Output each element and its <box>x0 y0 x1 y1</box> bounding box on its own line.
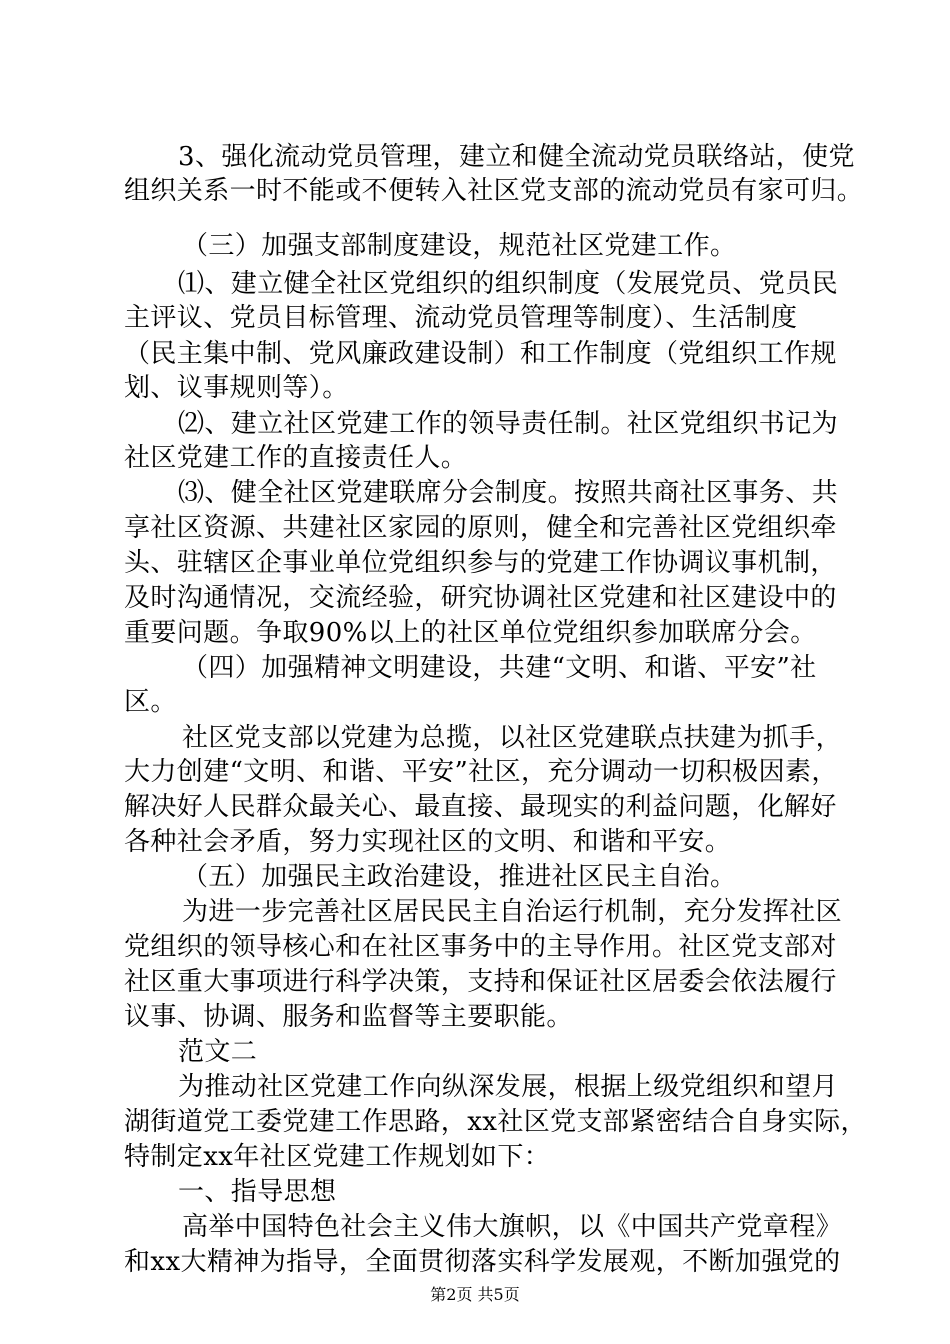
body-line: 解决好人民群众最关心、最直接、最现实的利益问题，化解好 <box>124 792 837 822</box>
body-line: 党组织的领导核心和在社区事务中的主导作用。社区党支部对 <box>124 932 837 962</box>
body-line: 享社区资源、共建社区家园的原则，健全和完善社区党组织牵 <box>124 513 837 543</box>
section-heading: （三）加强支部制度建设，规范社区党建工作。 <box>182 231 737 261</box>
section-heading: （四）加强精神文明建设，共建“文明、和谐、平安”社 <box>182 653 817 683</box>
body-line: 组织关系一时不能或不便转入社区党支部的流动党员有家可归。 <box>124 176 864 206</box>
body-line: 议事、协调、服务和监督等主要职能。 <box>124 1002 573 1032</box>
body-line: 主评议、党员目标管理、流动党员管理等制度）、生活制度 <box>124 303 798 333</box>
body-line: 为推动社区党建工作向纵深发展，根据上级党组织和望月 <box>178 1072 839 1102</box>
section-heading: （五）加强民主政治建设，推进社区民主自治。 <box>182 862 737 892</box>
body-line: 划、议事规则等）。 <box>124 373 349 403</box>
body-line: 各种社会矛盾，努力实现社区的文明、和谐和平安。 <box>124 827 732 857</box>
page-number-footer: 第2页 共5页 <box>430 1285 520 1304</box>
body-line: 特制定xx年社区党建工作规划如下： <box>124 1142 551 1172</box>
body-line: 3、强化流动党员管理，建立和健全流动党员联络站，使党 <box>178 142 855 172</box>
body-line: 及时沟通情况，交流经验，研究协调社区党建和社区建设中的 <box>124 583 837 613</box>
body-line: 湖街道党工委党建工作思路，xx社区党支部紧密结合自身实际， <box>124 1107 867 1137</box>
body-line: ⑴、建立健全社区党组织的组织制度（发展党员、党员民 <box>178 269 839 299</box>
section-heading: 一、指导思想 <box>178 1177 337 1207</box>
body-line: 社区党支部以党建为总揽，以社区党建联点扶建为抓手， <box>182 723 843 753</box>
body-line: ⑶、健全社区党建联席分会制度。按照共商社区事务、共 <box>178 478 839 508</box>
body-line: 社区党建工作的直接责任人。 <box>124 443 468 473</box>
body-line: 和xx大精神为指导，全面贯彻落实科学发展观，不断加强党的 <box>124 1247 841 1277</box>
body-line: 为进一步完善社区居民民主自治运行机制，充分发挥社区 <box>182 897 843 927</box>
sample-heading: 范文二 <box>178 1037 258 1067</box>
body-line: 重要问题。争取90%以上的社区单位党组织参加联席分会。 <box>124 618 817 648</box>
body-line: 大力创建“文明、和谐、平安”社区，充分调动一切积极因素， <box>124 757 838 787</box>
body-line: 高举中国特色社会主义伟大旗帜，以《中国共产党章程》 <box>182 1212 843 1242</box>
section-heading: 区。 <box>124 687 177 717</box>
body-line: （民主集中制、党风廉政建设制）和工作制度（党组织工作规 <box>124 339 837 369</box>
body-line: 头、驻辖区企事业单位党组织参与的党建工作协调议事机制， <box>124 548 837 578</box>
body-line: 社区重大事项进行科学决策，支持和保证社区居委会依法履行 <box>124 967 837 997</box>
body-line: ⑵、建立社区党建工作的领导责任制。社区党组织书记为 <box>178 409 839 439</box>
